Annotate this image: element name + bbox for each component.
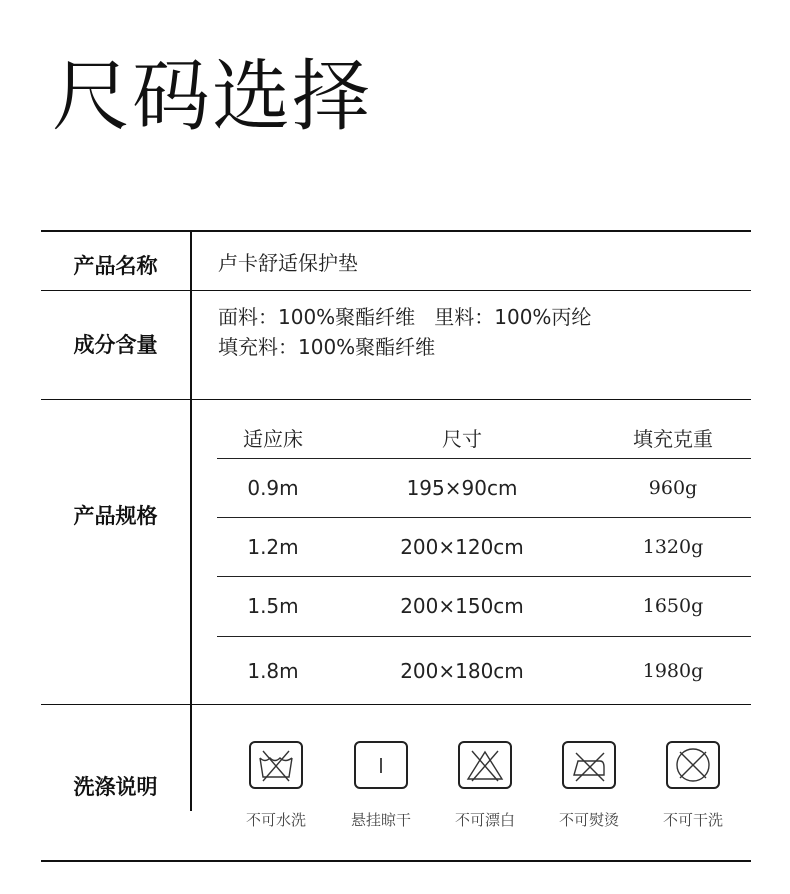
cell-weight: 1980g	[642, 660, 704, 682]
care-label: 洗涤说明	[73, 775, 158, 799]
cell-size: 200×180cm	[400, 659, 524, 683]
care-item-no-bleach	[430, 741, 540, 830]
cell-weight: 1320g	[642, 536, 704, 558]
cell-weight: 1650g	[642, 595, 704, 617]
no-bleach-icon	[458, 741, 512, 789]
care-item-no-dry-clean	[638, 741, 748, 830]
no-iron-icon	[562, 741, 616, 789]
cell-bed: 0.9m	[247, 476, 299, 500]
column-divider	[190, 231, 192, 811]
care-caption: 不可水洗	[245, 811, 306, 829]
row-divider	[41, 290, 751, 291]
table-row	[217, 517, 751, 576]
composition-line-2: 填充料：100%聚酯纤维	[218, 335, 436, 359]
no-wash-icon	[249, 741, 303, 789]
table-top-rule	[41, 230, 751, 232]
page-title: 尺码选择	[52, 52, 373, 142]
product-name-value: 卢卡舒适保护垫	[218, 251, 358, 275]
care-caption: 不可干洗	[662, 811, 723, 829]
header-size: 尺寸	[442, 426, 482, 451]
table-row	[217, 636, 751, 705]
product-name-label: 产品名称	[73, 254, 158, 278]
care-item-no-iron	[534, 741, 644, 830]
line-dry-icon	[354, 741, 408, 789]
care-caption: 不可漂白	[454, 811, 515, 829]
cell-size: 200×150cm	[400, 594, 524, 618]
table-row	[217, 458, 751, 517]
cell-bed: 1.2m	[247, 535, 299, 559]
composition-line-1: 面料：100%聚酯纤维 里料：100%丙纶	[218, 305, 592, 329]
cell-weight: 960g	[648, 477, 698, 499]
row-divider	[41, 399, 751, 400]
cell-size: 200×120cm	[400, 535, 524, 559]
table-row	[217, 576, 751, 635]
care-caption: 不可熨烫	[558, 811, 619, 829]
care-item-no-wash	[221, 741, 331, 830]
care-caption: 悬挂晾干	[350, 811, 411, 829]
cell-bed: 1.5m	[247, 594, 299, 618]
table-bottom-rule	[41, 860, 751, 862]
header-weight: 填充克重	[633, 426, 713, 451]
cell-bed: 1.8m	[247, 659, 299, 683]
cell-size: 195×90cm	[406, 476, 518, 500]
composition-label: 成分含量	[73, 333, 158, 357]
care-item-line-dry	[326, 741, 436, 830]
no-dry-clean-icon	[666, 741, 720, 789]
header-bed: 适应床	[243, 426, 303, 451]
spec-table-header	[217, 418, 751, 456]
spec-label: 产品规格	[73, 504, 158, 528]
